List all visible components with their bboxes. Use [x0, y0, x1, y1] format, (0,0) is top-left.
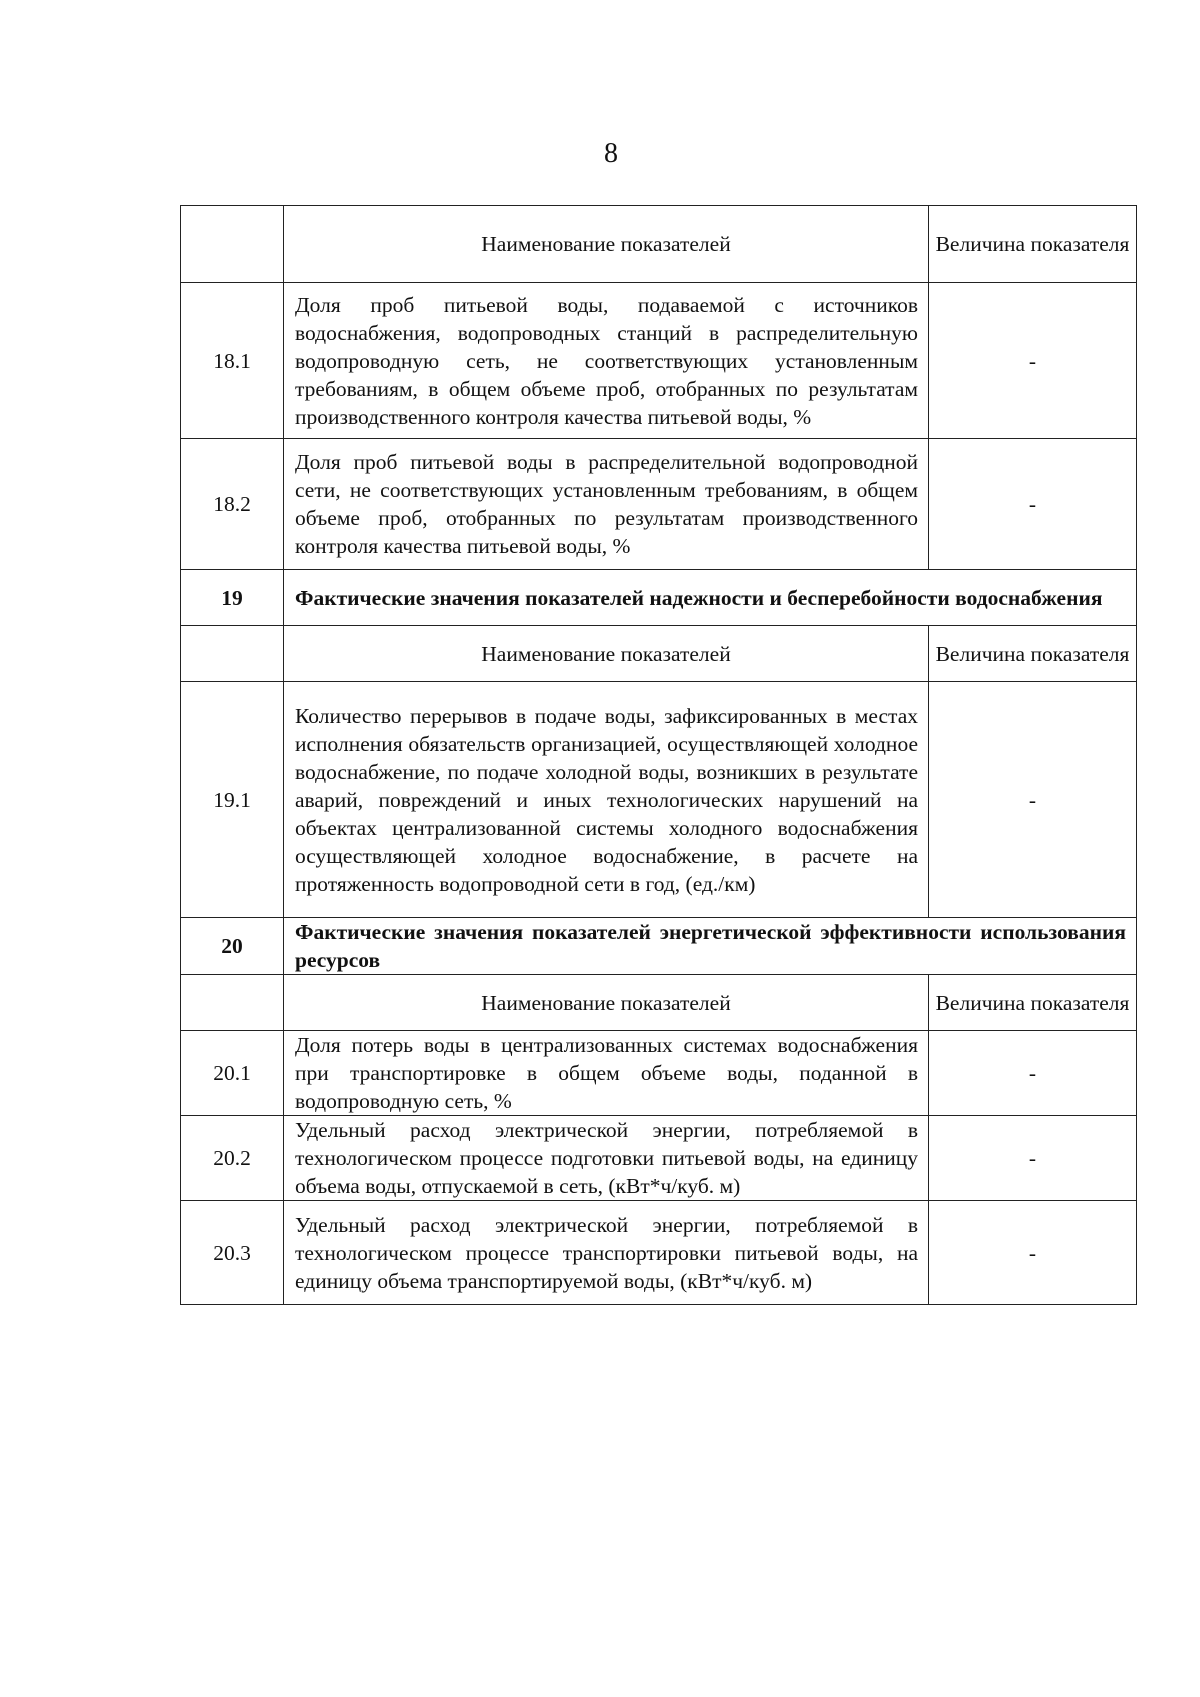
table-row: [181, 1116, 1137, 1201]
row-number: 20.1: [181, 1031, 284, 1116]
header-name-cell: Наименование показателей: [284, 975, 929, 1031]
table-row: [181, 1031, 1137, 1116]
row-indicator-name: Удельный расход электрической энергии, потребляемой в технологическом процессе подготовки питьевой воды, на единицу объема воды, отпускаемой в сеть, (кВт*ч/куб. м): [284, 1116, 929, 1201]
header-value-cell: Величина показателя: [929, 626, 1137, 682]
row-indicator-name: Доля проб питьевой воды в распределительной водопроводной сети, не соответствующих установленным требованиям, в общем объеме проб, отобранных по результатам производственного контроля качества питьевой воды, %: [284, 439, 929, 570]
row-number: 19.1: [181, 682, 284, 918]
row-indicator-name: Доля потерь воды в централизованных системах водоснабжения при транспортировке в общем объеме воды, поданной в водопроводную сеть, %: [284, 1031, 929, 1116]
row-number: 20.3: [181, 1201, 284, 1305]
section-title: Фактические значения показателей энергетической эффективности использования ресурсов: [284, 918, 1137, 975]
header-name-cell: Наименование показателей: [284, 626, 929, 682]
row-indicator-value: -: [929, 283, 1137, 439]
section-row: [181, 570, 1137, 626]
header-num-cell: [181, 626, 284, 682]
section-row: [181, 918, 1137, 975]
table-row: [181, 1201, 1137, 1305]
table-header-row: [181, 626, 1137, 682]
table-header-row: [181, 206, 1137, 283]
page-number: 8: [604, 138, 618, 169]
header-value-cell: Величина показателя: [929, 206, 1137, 283]
table-header-row: [181, 975, 1137, 1031]
table-row: [181, 439, 1137, 570]
header-value-cell: Величина показателя: [929, 975, 1137, 1031]
section-number: 20: [181, 918, 284, 975]
row-indicator-name: Доля проб питьевой воды, подаваемой с источников водоснабжения, водопроводных станций в распределительную водопроводную сеть, не соответствующих установленным требованиям, в общем объеме проб, отобранных по результатам производственного контроля качества питьевой воды, %: [284, 283, 929, 439]
indicators-table-body: [181, 206, 1137, 1305]
header-name-cell: Наименование показателей: [284, 206, 929, 283]
header-num-cell: [181, 975, 284, 1031]
row-indicator-value: -: [929, 1201, 1137, 1305]
table-row: [181, 682, 1137, 918]
header-num-cell: [181, 206, 284, 283]
row-indicator-name: Количество перерывов в подаче воды, зафиксированных в местах исполнения обязательств организацией, осуществляющей холодное водоснабжение, по подаче холодной воды, возникших в результате аварий, повреждений и иных технологических нарушений на объектах централизованной системы холодного водоснабжения осуществляющей холодное водоснабжение, в расчете на протяженность водопроводной сети в год, (ед./км): [284, 682, 929, 918]
row-indicator-value: -: [929, 1031, 1137, 1116]
row-number: 18.2: [181, 439, 284, 570]
section-title: Фактические значения показателей надежности и бесперебойности водоснабжения: [284, 570, 1137, 626]
row-number: 18.1: [181, 283, 284, 439]
row-number: 20.2: [181, 1116, 284, 1201]
section-number: 19: [181, 570, 284, 626]
row-indicator-name: Удельный расход электрической энергии, потребляемой в технологическом процессе транспортировки питьевой воды, на единицу объема транспортируемой воды, (кВт*ч/куб. м): [284, 1201, 929, 1305]
row-indicator-value: -: [929, 682, 1137, 918]
row-indicator-value: -: [929, 439, 1137, 570]
indicators-table: [180, 205, 1137, 1305]
table-row: [181, 283, 1137, 439]
row-indicator-value: -: [929, 1116, 1137, 1201]
